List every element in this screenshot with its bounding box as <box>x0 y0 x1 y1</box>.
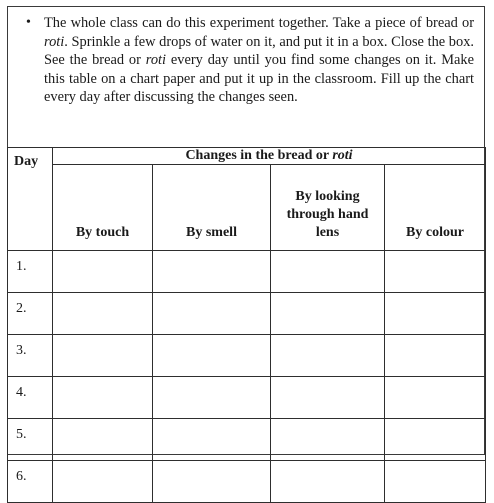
cell <box>385 461 486 503</box>
header-row <box>8 148 486 165</box>
instructions-text-3: every day until you find some changes on it. Make this table on a chart paper and put it up in the classroom. Fill up the chart every day after discussing the changes seen. <box>44 52 474 106</box>
instructions-italic-roti-1: roti <box>44 33 65 50</box>
col-header-touch: By touch <box>53 165 153 251</box>
observation-chart <box>7 147 486 503</box>
table-row <box>8 293 486 335</box>
table-row <box>8 377 486 419</box>
cell <box>271 251 385 293</box>
bullet: • <box>26 15 31 30</box>
cell <box>385 251 486 293</box>
day-label: 1. <box>8 251 53 293</box>
cell <box>53 461 153 503</box>
table-row <box>8 335 486 377</box>
cell <box>53 251 153 293</box>
changes-header-italic: roti <box>332 148 353 163</box>
day-label: 4. <box>8 377 53 419</box>
cell <box>53 377 153 419</box>
cell <box>271 335 385 377</box>
changes-header <box>53 148 486 165</box>
day-header: Day <box>8 148 53 251</box>
instructions-text <box>44 14 474 107</box>
cell <box>153 335 271 377</box>
changes-header-text: Changes in the bread or <box>185 148 333 163</box>
day-label: 6. <box>8 461 53 503</box>
cell <box>153 293 271 335</box>
cell <box>271 461 385 503</box>
cell <box>385 335 486 377</box>
cell <box>53 335 153 377</box>
cell <box>271 293 385 335</box>
cell <box>271 419 385 461</box>
day-label: 3. <box>8 335 53 377</box>
cell <box>153 377 271 419</box>
cell <box>385 293 486 335</box>
col-header-smell: By smell <box>153 165 271 251</box>
day-label: 2. <box>8 293 53 335</box>
col-header-hand-lens: By looking through hand lens <box>271 165 385 251</box>
subheader-row <box>8 165 486 251</box>
instructions-block <box>8 7 484 147</box>
activity-box <box>7 6 485 484</box>
table-row <box>8 461 486 503</box>
cell <box>385 419 486 461</box>
col-header-colour: By colour <box>385 165 486 251</box>
instructions-text-2: . Sprinkle a few drops of water on it, and put it in a box. Close the box. See the bread or <box>44 33 474 69</box>
instructions-text-1: The whole class can do this experiment together. Take a piece of bread or <box>44 15 474 31</box>
cell <box>53 293 153 335</box>
cell <box>385 377 486 419</box>
instructions-italic-roti-2: roti <box>145 52 167 69</box>
day-label: 5. <box>8 419 53 461</box>
cell <box>53 419 153 461</box>
table-row <box>8 251 486 293</box>
cell <box>153 419 271 461</box>
cell <box>153 461 271 503</box>
cell <box>271 377 385 419</box>
table-row <box>8 419 486 461</box>
cell <box>153 251 271 293</box>
